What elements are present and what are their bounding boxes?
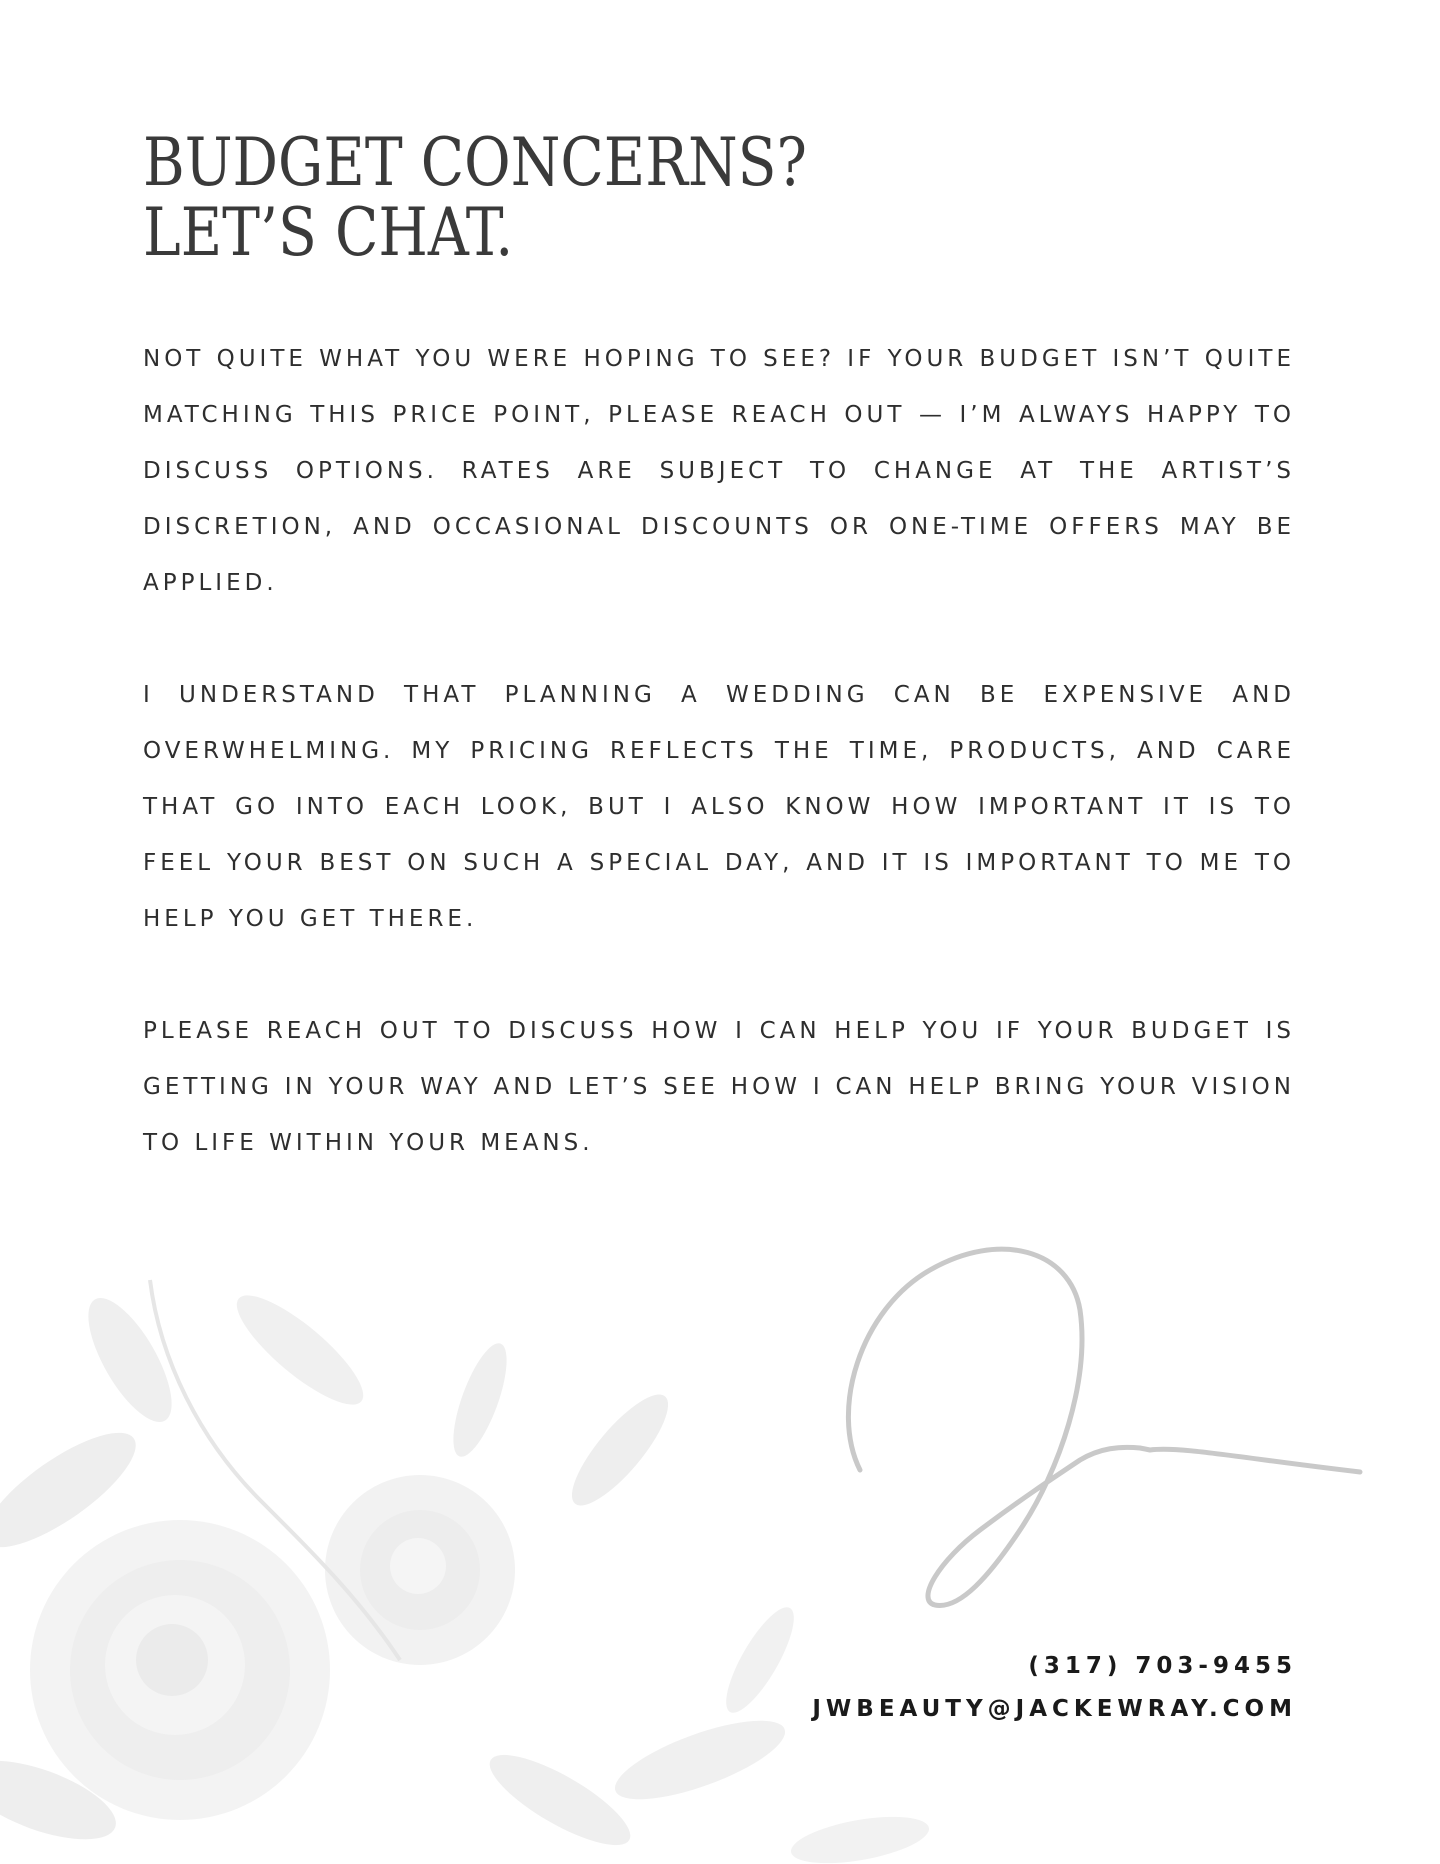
paragraph-reach-out: PLEASE REACH OUT TO DISCUSS HOW I CAN HELP YOU IF YOUR BUDGET IS GETTING IN YOUR WAY AND LET’S SEE HOW I CAN HELP BRING YOUR VISION TO LIFE WITHIN YOUR MEANS. (143, 1018, 1295, 1156)
paragraph-budget-options: NOT QUITE WHAT YOU WERE HOPING TO SEE? IF YOUR BUDGET ISN’T QUITE MATCHING THIS PRICE POINT, PLEASE REACH OUT — I’M ALWAYS HAPPY TO DISCUSS OPTIONS. RATES ARE SUBJECT TO CHANGE AT THE ARTIST’S DISCRETION, AND OCCASIONAL DISCOUNTS OR ONE-TIME OFFERS MAY BE APPLIED. (143, 346, 1295, 596)
signature-monogram-icon (820, 1210, 1380, 1630)
email-address[interactable]: JWBEAUTY@JACKEWRAY.COM (812, 1696, 1297, 1722)
title-line-2: LET’S CHAT. (143, 194, 514, 271)
phone-number[interactable]: (317) 703-9455 (1028, 1653, 1297, 1679)
body-text (143, 331, 1295, 1227)
paragraph-pricing-explanation: I UNDERSTAND THAT PLANNING A WEDDING CAN BE EXPENSIVE AND OVERWHELMING. MY PRICING REFLECTS THE TIME, PRODUCTS, AND CARE THAT GO INTO EACH LOOK, BUT I ALSO KNOW HOW IMPORTANT IT IS TO FEEL YOUR BEST ON SUCH A SPECIAL DAY, AND IT IS IMPORTANT TO ME TO HELP YOU GET THERE. (143, 682, 1295, 932)
contact-block (812, 1645, 1297, 1731)
title-line-1: BUDGET CONCERNS? (143, 124, 807, 201)
page-title (143, 124, 807, 271)
